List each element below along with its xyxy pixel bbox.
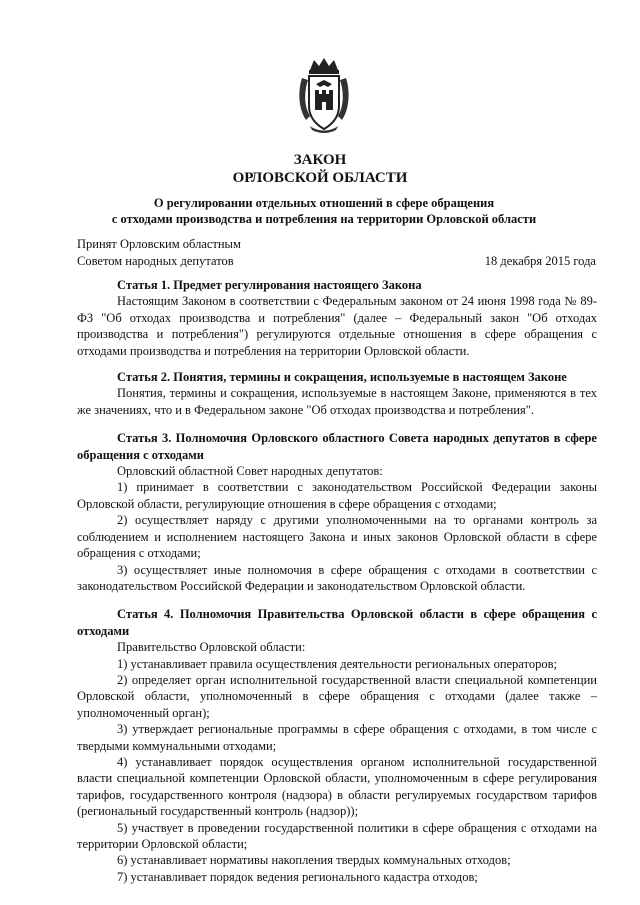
adoption-date: 18 декабря 2015 года — [484, 254, 596, 268]
adoption-note — [77, 236, 241, 270]
article-3-heading: Статья 3. Полномочия Орловского областного Совета народных депутатов в сфере обращения с отходами — [77, 431, 597, 462]
article-4-paragraph: 5) участвует в проведении государственной политики в сфере обращения с отходами на территории Орловской области; — [77, 820, 597, 851]
coat-of-arms-emblem — [296, 56, 352, 134]
law-subtitle-line2: с отходами производства и потребления на территории Орловской области — [111, 212, 537, 226]
article-4-paragraph: 2) определяет орган исполнительной государственной власти специальной компетенции Орловской области, уполномоченный в сфере обращения с отходами (далее также – уполномоченный орган); — [77, 672, 597, 720]
adoption-line1: Принят Орловским областным — [77, 237, 241, 251]
article-2-heading: Статья 2. Понятия, термины и сокращения, используемые в настоящем Законе — [117, 370, 567, 385]
adoption-line2: Советом народных депутатов — [77, 254, 234, 268]
law-subtitle-line1: О регулировании отдельных отношений в сфере обращения — [153, 196, 495, 210]
article-4-paragraph: 1) устанавливает правила осуществления деятельности региональных операторов; — [117, 656, 557, 671]
article-4-heading: Статья 4. Полномочия Правительства Орловской области в сфере обращения с отходами — [77, 607, 597, 638]
law-title-line1: ЗАКОН — [293, 152, 347, 168]
article-4-paragraph: 6) устанавливает нормативы накопления твердых коммунальных отходов; — [117, 853, 511, 868]
law-body — [77, 277, 597, 885]
article-3-paragraph: 3) осуществляет иные полномочия в сфере обращения с отходами в соответствии с законодательством Российской Федерации и законодательством Орловской области. — [77, 562, 597, 593]
article-4-paragraph: 7) устанавливает порядок ведения регионального кадастра отходов; — [117, 869, 478, 884]
article-3-paragraph: 2) осуществляет наряду с другими уполномоченными на то органами контроль за соблюдением и исполнением настоящего Закона и иных законов Орловской области в сфере обращения с отходами; — [77, 513, 597, 561]
article-1-heading: Статья 1. Предмет регулирования настоящего Закона — [117, 278, 422, 292]
article-4-paragraph: Правительство Орловской области: — [117, 640, 306, 655]
article-4-paragraph: 3) утверждает региональные программы в сфере обращения с отходами, в том числе с твердыми коммунальными отходами; — [77, 722, 597, 753]
article-3-paragraph: Орловский областной Совет народных депутатов: — [117, 464, 383, 479]
article-1-paragraph: Настоящим Законом в соответствии с Федеральным законом от 24 июня 1998 года № 89-ФЗ "Об отходах производства и потребления" (далее – Федеральный закон "Об отходах производства и потребления") регулируются отдельные отношения в сфере обращения с отходами производства и потребления на территории Орловской области. — [77, 294, 597, 358]
article-3-paragraph: 1) принимает в соответствии с законодательством Российской Федерации законы Орловской области, регулирующие отношения в сфере обращения с отходами; — [77, 480, 597, 511]
law-subtitle — [60, 195, 588, 227]
law-title-line2: ОРЛОВСКОЙ ОБЛАСТИ — [232, 170, 408, 186]
article-2-paragraph: Понятия, термины и сокращения, используемые в настоящем Законе, применяются в тех же значениях, что и в Федеральном законе "Об отходах производства и потребления". — [77, 386, 597, 417]
article-4-paragraph: 4) устанавливает порядок осуществления органом исполнительной государственной власти специальной компетенции Орловской области, уполномоченным в сфере регулирования тарифов, государственного контроля (надзора) в области регулируемых государством тарифов (региональный государственный контроль (надзор)); — [77, 754, 597, 819]
